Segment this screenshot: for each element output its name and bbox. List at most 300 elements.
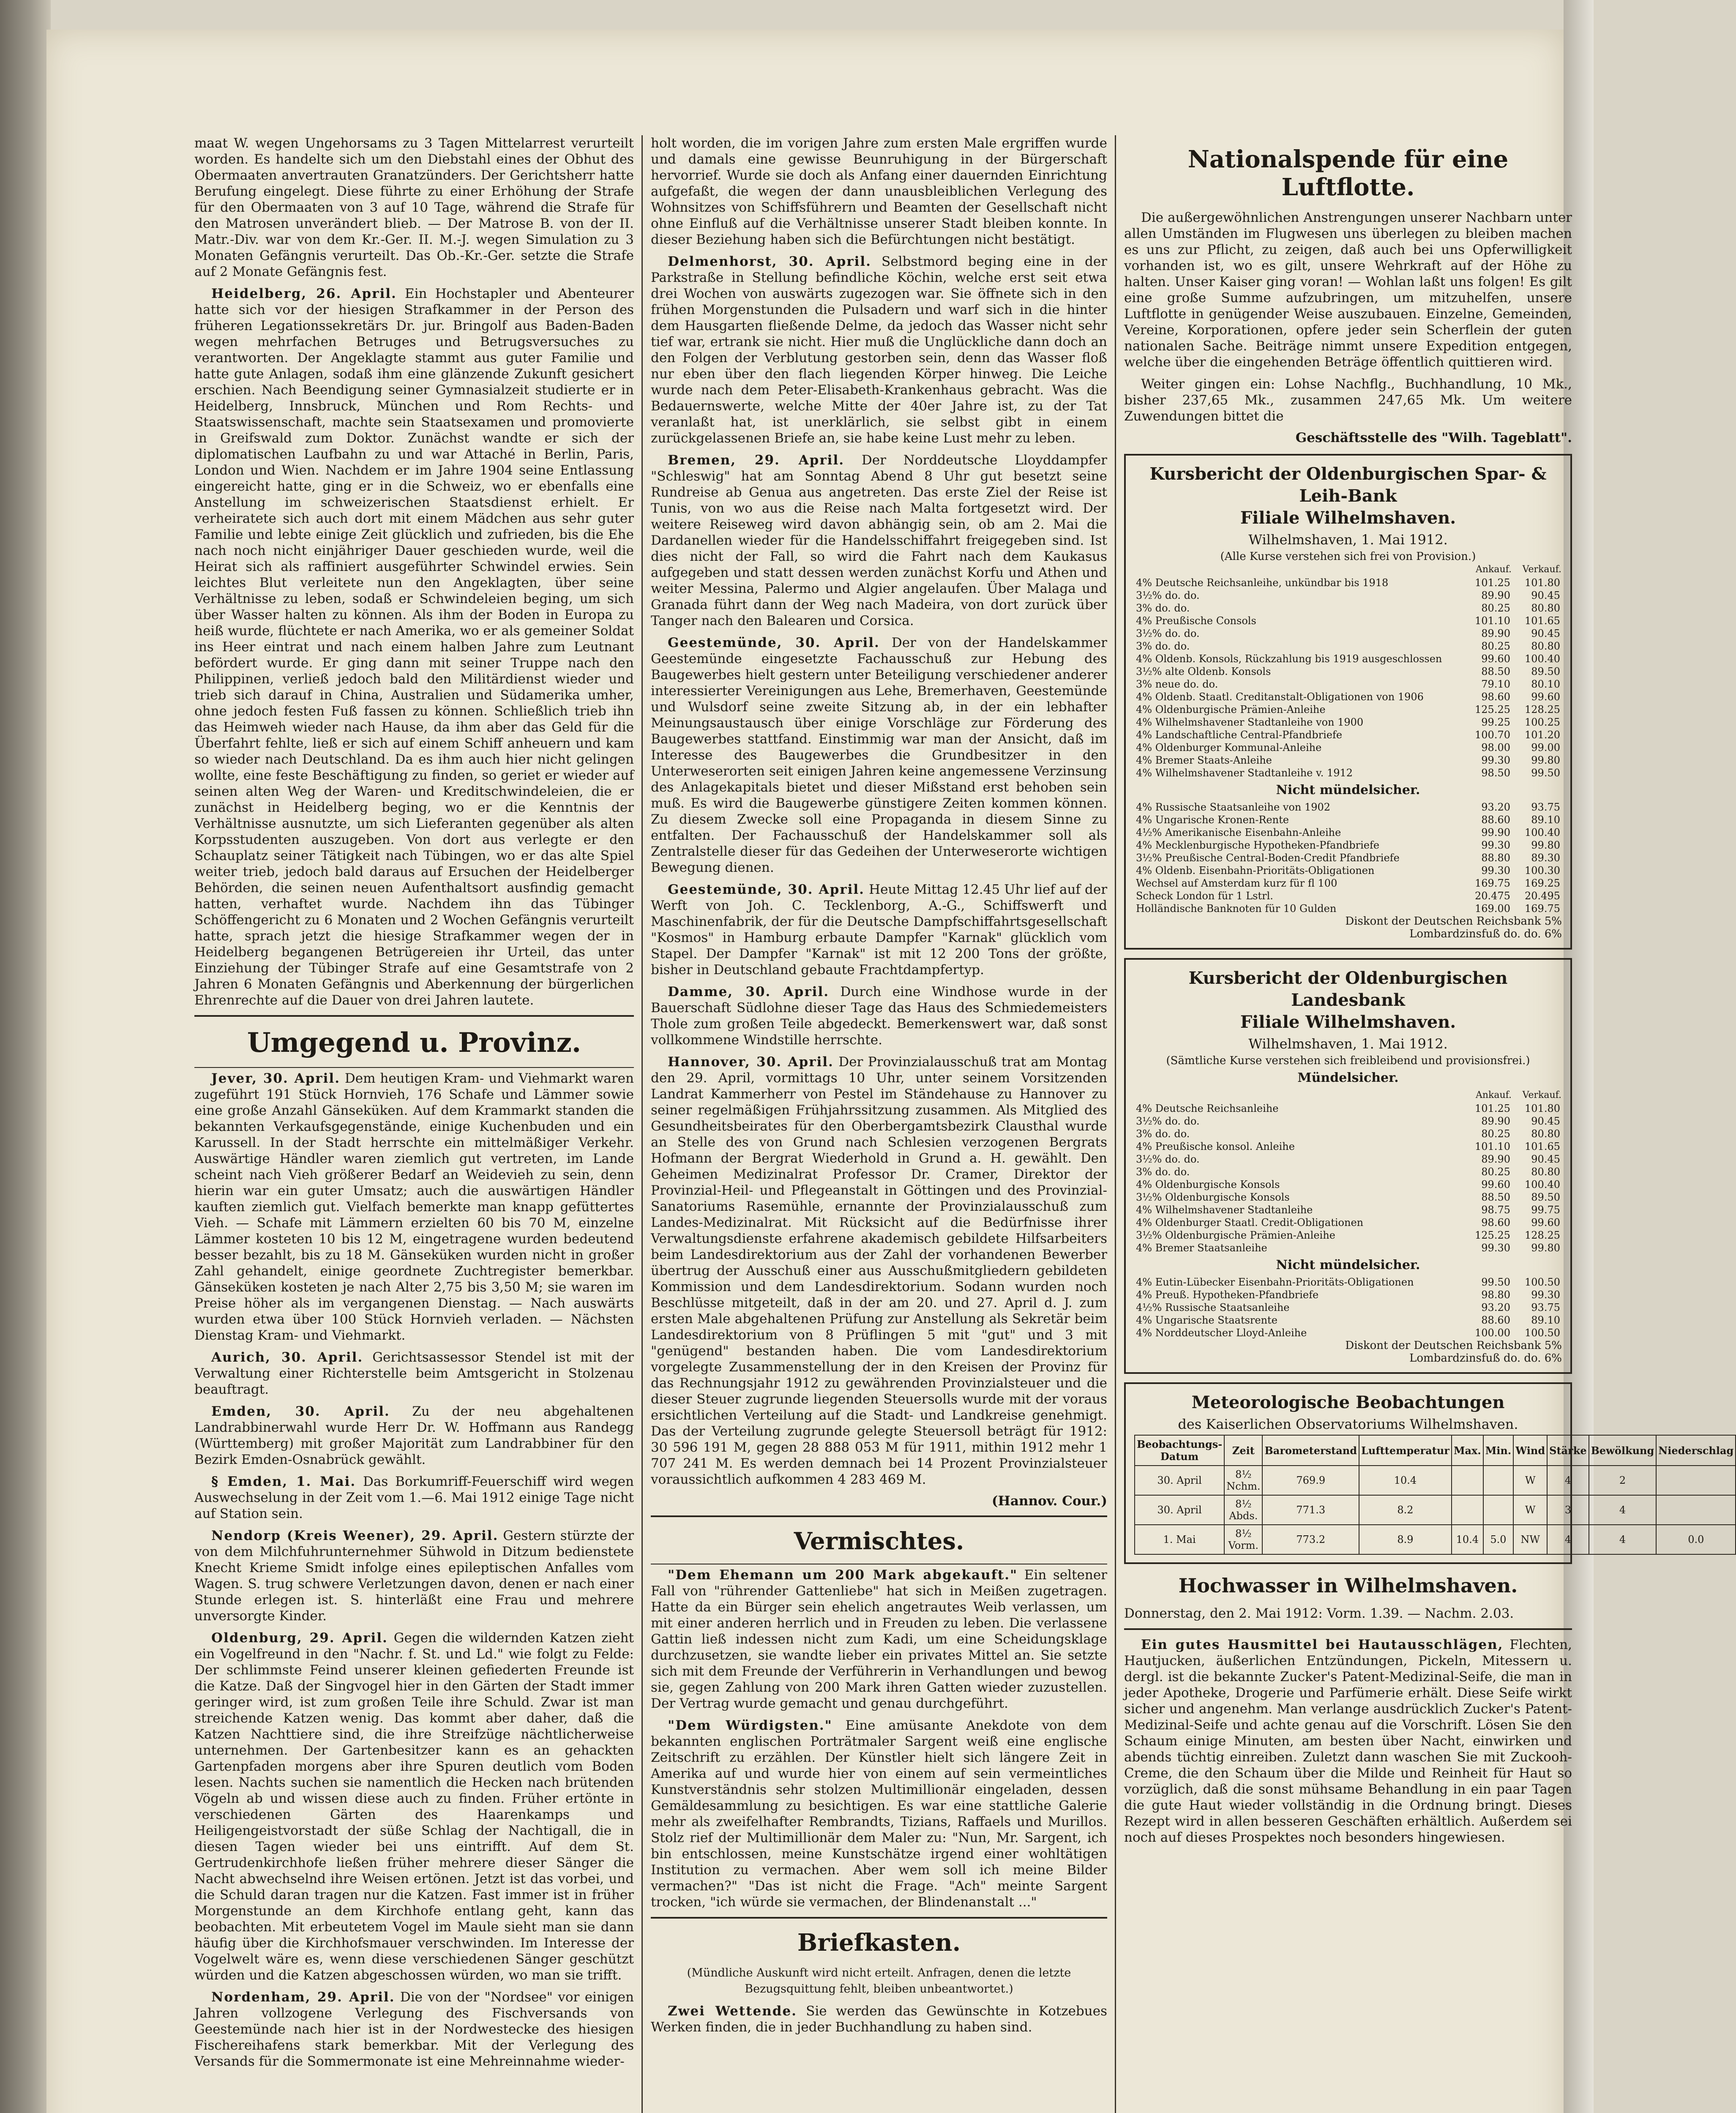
sell-rate: 100.50 (1525, 1327, 1560, 1339)
article (651, 882, 1107, 978)
weather-cell (1656, 1466, 1736, 1495)
weather-cell: 3 (1547, 1495, 1589, 1525)
article (194, 1403, 634, 1468)
sell-rate: 80.80 (1531, 1128, 1560, 1140)
sell-rate: 101.80 (1525, 577, 1560, 589)
weather-observations (1124, 1382, 1734, 1564)
sell-rate: 100.50 (1525, 1276, 1560, 1288)
weather-cell: 771.3 (1262, 1495, 1359, 1525)
weather-cell (1452, 1466, 1483, 1495)
sell-rate: 99.30 (1531, 1289, 1560, 1301)
rate-title: 4% Preußische konsol. Anleihe (1136, 1141, 1295, 1152)
weather-cell: 4 (1547, 1466, 1589, 1495)
weather-header: Stärke (1547, 1435, 1589, 1466)
weather-table (1134, 1435, 1736, 1555)
sell-rate: 90.45 (1531, 590, 1560, 601)
rate-title: 4% Eutin-Lübecker Eisenbahn-Prioritäts-Obligationen (1136, 1276, 1414, 1288)
buy-rate: 99.25 (1481, 716, 1510, 728)
box-note: (Alle Kurse verstehen sich frei von Provision.) (1220, 550, 1476, 563)
buy-rate: 101.25 (1475, 1103, 1510, 1114)
buy-rate: 98.60 (1481, 691, 1510, 703)
rate-title: 4% Preußische Consols (1136, 615, 1256, 627)
weather-cell: 8.2 (1359, 1495, 1452, 1525)
article (194, 1474, 634, 1522)
book-binding (0, 0, 51, 2113)
rate-row (1134, 729, 1562, 741)
weather-cell: 0.0 (1656, 1525, 1736, 1554)
weather-cell (1656, 1495, 1736, 1525)
section-heading: Hochwasser in Wilhelmshaven. (1178, 1574, 1518, 1597)
rate-row (1134, 1229, 1562, 1242)
rate-row (1134, 1102, 1562, 1115)
article (194, 1630, 634, 1983)
rate-title: 3% do. do. (1136, 602, 1190, 614)
rate-row (1134, 877, 1562, 890)
article-text: Weiter gingen ein: Lohse Nachflg., Buchhandlung, 10 Mk., bisher 237,65 Mk., zusammen 247,65 Mk. Um weitere Zuwendungen bittet die (1124, 377, 1572, 424)
rate-row (1134, 1153, 1562, 1166)
weather-row (1135, 1525, 1736, 1554)
rate-row (1134, 754, 1562, 767)
rate-title: 3% do. do. (1136, 1166, 1190, 1178)
sell-rate: 101.65 (1525, 615, 1560, 627)
section-rule (194, 1015, 634, 1017)
weather-cell: W (1513, 1495, 1547, 1525)
buy-rate: 80.25 (1481, 1128, 1510, 1140)
rates-table (1134, 801, 1562, 915)
article-text: Heute Mittag 12.45 Uhr lief auf der Werft von Joh. C. Tecklenborg, A.-G., Schiffswerft und Maschinenfabrik, der für die Deutsche Dampfschiffahrtsgesellschaft "Kosmos" in Hamburg erbaute Dampfer "Karnak" glücklich vom Stapel. Der Dampfer "Karnak" ist mit 12 200 Tons der größte, bisher in Deutschland gebaute Frachtdampfertyp. (651, 882, 1108, 977)
rate-row (1134, 902, 1562, 915)
rate-title: 3½% Oldenburgische Konsols (1136, 1191, 1290, 1203)
sell-rate: 101.65 (1525, 1141, 1560, 1152)
rate-title: 4% Wilhelmshavener Stadtanleihe v. 1912 (1136, 767, 1353, 779)
dateline: "Dem Ehemann um 200 Mark abgekauft." (668, 1567, 1018, 1583)
buy-rate: 99.30 (1481, 865, 1510, 876)
article-text: Die von der "Nordsee" vor einigen Jahren vollzogene Verlegung des Fischversands von Geestemünde nach hier ist in der Nordwestecke des hiesigen Fischereihafens stark bemerkbar. Mit der Verlegung des Versands für die Sommermonate ist eine Mehreinnahme wieder- (194, 1990, 634, 2069)
column-rule (641, 135, 643, 2113)
buy-rate: 88.80 (1481, 852, 1510, 864)
sell-rate: 99.50 (1531, 767, 1560, 779)
rate-title: 4% Mecklenburgische Hypotheken-Pfandbriefe (1136, 839, 1380, 851)
buy-rate: 99.60 (1481, 1179, 1510, 1190)
article-text: Gerichtsassessor Stendel ist mit der Verwaltung einer Richterstelle beim Amtsgericht in Stolzenau beauftragt. (194, 1350, 634, 1397)
weather-header: Bewölkung (1589, 1435, 1657, 1466)
rate-row (1134, 767, 1562, 779)
dateline: Emden, 30. April. (211, 1404, 390, 1419)
sell-rate: 128.25 (1525, 1229, 1560, 1241)
rate-title: 4% Wilhelmshavener Stadtanleihe (1136, 1204, 1313, 1216)
column-rule (1115, 135, 1116, 2113)
weather-cell: 773.2 (1262, 1525, 1359, 1554)
box-date: Wilhelmshaven, 1. Mai 1912. (1248, 532, 1448, 548)
weather-cell: W (1513, 1466, 1547, 1495)
sell-rate: 99.75 (1531, 1204, 1560, 1216)
dateline: Delmenhorst, 30. April. (668, 254, 871, 269)
rate-title: 4½% Russische Staatsanleihe (1136, 1302, 1290, 1313)
rate-row (1134, 826, 1562, 839)
dateline: Bremen, 29. April. (668, 453, 845, 468)
rate-row (1134, 576, 1562, 589)
buy-rate: 98.50 (1481, 767, 1510, 779)
article-text: Der Provinzialausschuß trat am Montag den 29. April, vormittags 10 Uhr, unter seinem Vorsitzenden Landrat Kammerherr von Pestel im Ständehause zu Hannover zu seiner regelmäßigen Frühjahrssitzung zusammen. Als Mitglied des Gesundheitsbeirates für den Oberbergamtsbezirk Clausthal wurde an Stelle des von Grund nach Schlesien verzogenen Bergrats Hofmann der Bergrat Wiederhold in Grund a. H. gewählt. Den Geheimen Medizinalrat Professor Dr. Cramer, Direktor der Provinzial-Heil- und Pflegeanstalt in Göttingen und des Provinzial-Sanatoriums Rasemühle, ernannte der Provinzialausschuß zum Landes-Medizinalrat. Mit Rücksicht auf die Bedürfnisse ihrer Verwaltungsdienste erfahrene akademisch gebildete Hilfsarbeiters beim Landesdirektorium aus der Zahl der vorhandenen Bewerber übertrug der Ausschuß einer aus Ausschußmitgliedern gebildeten Kommission und dem Landesdirektorium. Sodann wurden noch Beschlüsse mitgeteilt, daß in der am 20. und 27. April d. J. zum ersten Male abgehaltenen Prüfung zur Anstellung als Sekretär beim Landesdirektorium von 8 Prüflingen 5 mit "gut" und 3 mit "genügend" bestanden haben. Die vom Landesdirektorium vorgelegte Zusammenstellung der in den Kreisen der Provinz für das Rechnungsjahr 1912 zu gewährenden Provinzialsteuer und die dieser Steuer zugrunde liegenden Steuersolls wurde mit der voraus ersichtlichen Verteilung auf die Stadt- und Landkreise genehmigt. Das der Verteilung zugrunde gelegte Steuersoll beträgt für 1912: 30 596 191 M, gegen 28 888 053 M für 1911, mithin 1912 mehr 1 707 241 M. Es werden demnach bei 14 Prozent Provinzialsteuer voraussichtlich aufkommen 4 283 469 M. (651, 1054, 1107, 1487)
rate-row (1134, 864, 1562, 877)
buy-rate: 98.75 (1481, 1204, 1510, 1216)
article (651, 1717, 1107, 1910)
weather-header: Wind (1513, 1435, 1547, 1466)
dateline: Nordenham, 29. April. (211, 1990, 395, 2005)
tide-text: Donnerstag, den 2. Mai 1912: Vorm. 1.39. — Nachm. 2.03. (1124, 1606, 1514, 1621)
weather-cell: 8½ Nchm. (1224, 1466, 1262, 1495)
rate-title: Wechsel auf Amsterdam kurz für fl 100 (1136, 877, 1337, 889)
buy-rate: 93.20 (1481, 1302, 1510, 1313)
weather-header: Beobachtungs-Datum (1135, 1435, 1224, 1466)
rate-row (1134, 890, 1562, 902)
buy-rate: 20.475 (1475, 890, 1510, 902)
buy-rate: 125.25 (1475, 1229, 1510, 1241)
footer-line: Lombardzinsfuß do. do. 6% (1409, 1352, 1562, 1365)
rate-row (1134, 589, 1562, 602)
sell-rate: 80.80 (1531, 640, 1560, 652)
dateline: "Dem Würdigsten." (668, 1718, 833, 1733)
article-text: Gestern stürzte der von dem Milchfuhrunternehmer Sühwold in Ditzum bedienstete Knecht Krieme Smidt infolge eines epileptischen Anfalles vom Wagen. S. trug schwere Verletzungen davon, denen er nach einer Stunde erlegen ist. S. hinterläßt eine Frau und mehrere unversorgte Kinder. (194, 1528, 634, 1624)
article (194, 1349, 634, 1398)
rate-row (1134, 1242, 1562, 1254)
box-title: Kursbericht der Oldenburgischen Landesbank (1188, 968, 1508, 1010)
rate-row (1134, 665, 1562, 678)
rate-title: 4% Preuß. Hypotheken-Pfandbriefe (1136, 1289, 1319, 1301)
buy-rate: 99.50 (1481, 1276, 1510, 1288)
buy-rate: 89.90 (1481, 1153, 1510, 1165)
buy-rate: 99.30 (1481, 839, 1510, 851)
rates-table (1134, 563, 1562, 779)
sell-rate: 90.45 (1531, 628, 1560, 639)
article (651, 452, 1107, 629)
sell-rate: 99.80 (1531, 1242, 1560, 1254)
rate-title: 4% Norddeutscher Lloyd-Anleihe (1136, 1327, 1307, 1339)
rate-title: 3% do. do. (1136, 1128, 1190, 1140)
kursbericht-landesbank (1124, 958, 1572, 1374)
sub-heading: Mündelsicher. (1297, 1070, 1399, 1085)
rate-row (1134, 741, 1562, 754)
section-heading: Vermischtes. (794, 1527, 964, 1555)
weather-cell (1452, 1495, 1483, 1525)
rate-title: 3% do. do. (1136, 640, 1190, 652)
box-date: Wilhelmshaven, 1. Mai 1912. (1248, 1036, 1448, 1052)
buy-rate: 169.75 (1475, 877, 1510, 889)
buy-rate: 88.50 (1481, 1191, 1510, 1203)
buy-rate: 88.60 (1481, 814, 1510, 826)
article (651, 2003, 1107, 2035)
buy-rate: 80.25 (1481, 1166, 1510, 1178)
rate-row (1134, 614, 1562, 627)
kursbericht-sparbank (1124, 454, 1572, 950)
column-header: Ankauf. (1475, 1090, 1512, 1100)
buy-rate: 79.10 (1481, 678, 1510, 690)
weather-cell (1483, 1495, 1514, 1525)
rate-title: 4% Ungarische Staatsrente (1136, 1314, 1277, 1326)
weather-cell (1483, 1466, 1514, 1495)
article-text: Der Norddeutsche Lloyddampfer "Schleswig" hat am Sonntag Abend 8 Uhr gut besetzt seine Rundreise ab Genua aus angetreten. Das erste Ziel der Reise ist Tunis, von wo aus die Reise nach Malta fortgesetzt wird. Der weitere Reiseweg wird davon abhängig sein, ob am 2. Mai die Dardanellen wieder für die Handelsschiffahrt freigegeben sind. Ist dies nicht der Fall, so wird die Fahrt nach dem Kaukasus aufgegeben und statt dessen werden zunächst Korfu und Athen und weiter Messina, Palermo und Algier angelaufen. Über Malaga und Granada führt dann der Weg nach Madeira, von dort zurück über Tanger nach den Balearen und Corsica. (651, 453, 1107, 628)
column-3 (1124, 135, 1734, 1851)
article-text: Ein seltener Fall von "rührender Gattenliebe" hat sich in Meißen zugetragen. Hatte da ein Bürger sein ehelich angetrautes Weib verlassen, um mit einer anderen herrlich und in Freuden zu leben. Die verlassene Gattin ließ indessen nicht zum Kadi, um eine Scheidungsklage durchzusetzen, sie wandte lieber ein privates Mittel an. Sie setzte sich mit dem Freunde der Verführerin in Verhandlungen und bewog sie, gegen Zahlung von 200 Mark ihren Gatten wieder zuzustellen. Der Vertrag wurde gemacht und genau durchgeführt. (651, 1567, 1107, 1711)
sell-rate: 89.50 (1531, 1191, 1560, 1203)
buy-rate: 101.10 (1475, 615, 1510, 627)
section-rule (651, 1515, 1107, 1517)
rate-title: 4% Oldenburgische Prämien-Anleihe (1136, 704, 1326, 715)
rate-title: 4% Oldenb. Staatl. Creditanstalt-Obligationen von 1906 (1136, 691, 1424, 703)
buy-rate: 125.25 (1475, 704, 1510, 715)
article-text: Gegen die wildernden Katzen zieht ein Vogelfreund in den "Nachr. f. St. und Ld." wie folgt zu Felde: Der schlimmste Feind unserer kleinen gefiederten Freunde ist die Katze. Daß der Singvogel hier in den Gärten der Stadt immer geringer wird, ist zum großen Teile ihre Schuld. Zwar ist man streichende Katzen wenig. Das kommt aber daher, daß die Katzen Nachttiere sind, die ihre Streifzüge nächtlicherweise unternehmen. Der Gartenbesitzer kann es an gehackten Gartenpfaden morgens aber ihre Spuren deutlich vom Boden lesen. Nachts suchen sie namentlich die Hecken nach brütenden Vögeln ab und wissen diese auch zu finden. Früher ertönte in verschiedenen Gärten des Haarenkamps und Heiligengeistvorstadt der süße Schlag der Nachtigall, die in diesen Tagen wieder bei uns eintrifft. Auf dem St. Gertrudenkirchhofe ließen früher mehrere dieser Sänger die Nacht abwechselnd ihre Weisen ertönen. Jetzt ist das vorbei, und die Schuld daran tragen nur die Katzen. Fast immer ist in früher Morgenstunde an dem Kirchhofe entlang geht, kann das beobachten. Mit erbeutetem Vogel im Maule sieht man sie dann häufig über die Kirchhofsmauer verschwinden. Im Interesse der Vogelwelt wäre es, wenn diese verschiedenen Sänger geschützt würden und die Katzen abgeschossen würden, wo man sie trifft. (194, 1630, 634, 1983)
rate-row (1134, 627, 1562, 640)
column-header: Verkauf. (1522, 564, 1561, 575)
rate-title: 4% Oldenb. Konsols, Rückzahlung bis 1919 ausgeschlossen (1136, 653, 1442, 665)
rate-title: Scheck London für 1 Lstrl. (1136, 890, 1273, 902)
sell-rate: 89.50 (1531, 666, 1560, 677)
weather-cell: NW (1513, 1525, 1547, 1554)
rate-row (1134, 1191, 1562, 1204)
section-rule (651, 1917, 1107, 1919)
article (194, 1070, 634, 1343)
ad-text: Flechten, Hautjucken, äußerlichen Entzündungen, Pickeln, Mitessern u. dergl. ist die bekannte Zucker's Patent-Medizinal-Seife, die man in jeder Apotheke, Drogerie und Parfümerie erhält. Diese Seife wirkt sicher und angenehm. Man verlange ausdrücklich Zucker's Patent-Medizinal-Seife und achte genau auf die Vorschrift. Lösen Sie den Schaum einige Minuten, am besten über Nacht, einwirken und abends tüchtig einreiben. Zuletzt dann waschen Sie mit Zuckooh-Creme, die den Schaum über die Milde und Reinheit für Haut so vorzüglich, daß die sonst mühsame Behandlung in ein paar Tagen die gute Haut wieder vollständig in die Ordnung bringt. Dieses Rezept wird in allen besseren Geschäften erhältlich. Außerdem sei noch auf dieses Prospektes noch besonders hingewiesen. (1124, 1637, 1572, 1845)
buy-rate: 98.00 (1481, 742, 1510, 753)
rates-table (1134, 1276, 1562, 1339)
sell-rate: 89.10 (1531, 1314, 1560, 1326)
dateline: Hannover, 30. April. (668, 1054, 834, 1070)
buy-rate: 88.60 (1481, 1314, 1510, 1326)
article (651, 984, 1107, 1048)
weather-cell: 10.4 (1452, 1525, 1483, 1554)
rate-row (1134, 640, 1562, 652)
advertisement (1124, 1637, 1572, 1845)
article-text: Zu der neu abgehaltenen Landrabbinerwahl wurde Herr Dr. W. Hoffmann aus Randegg (Württemberg) mit großer Majorität zum Landrabbiner für den Bezirk Emden-Osnabrück gewählt. (194, 1404, 634, 1467)
section-heading: Nationalspende für eine Luftflotte. (1187, 145, 1509, 201)
dateline: § Emden, 1. Mai. (211, 1474, 356, 1489)
rate-title: 4% Wilhelmshavener Stadtanleihe von 1900 (1136, 716, 1364, 728)
article-text: Ein Hochstapler und Abenteurer hatte sich vor der hiesigen Strafkammer in der Person des früheren Legationssekretärs Dr. jur. Bringolf aus Baden-Baden wegen mehrfachen Betruges und Betrugsversuches zu verantworten. Der Angeklagte stammt aus guter Familie und hatte gute Anlagen, sodaß ihm eine glänzende Zukunft gesichert erschien. Nach Beendigung seiner Gymnasialzeit studierte er in Heidelberg, Innsbruck, München und Rom Rechts- und Staatswissenschaft, machte sein Staatsexamen und promovierte in Greifswald zum Doktor. Zunächst wandte er sich der diplomatischen Laufbahn zu und war Attaché in Berlin, Paris, London und Wien. Nachdem er im Jahre 1904 seine Entlassung eingereicht hatte, ging er in die Schweiz, wo er ebenfalls eine Anstellung im schweizerischen Staatsdienst erhielt. Er verheiratete sich auch dort mit einem Mädchen aus sehr guter Familie und lebte einige Zeit glücklich und zufrieden, bis die Ehe nach noch nicht einjähriger Dauer geschieden wurde, weil die Heirat sich als raffiniert ausgeführter Schwindel erwies. Sein leichtes Blut verleitete nun den Angeklagten, über seine Verhältnisse zu leben, sodaß er Schwindeleien beging, um sich über Wasser halten zu können. Als ihm der Boden in Europa zu heiß wurde, flüchtete er nach Amerika, wo er als gemeiner Soldat ins Heer eintrat und nach einem halben Jahre zum Leutnant befördert wurde. Er ging dann mit seiner Truppe nach den Philippinen, verließ jedoch bald den Militärdienst wieder und trieb sich darauf in China, Australien und Südamerika umher, ohne jedoch festen Fuß fassen zu können. Schließlich trieb ihn das Heimweh wieder nach Hause, da ihm aber das Geld für die Überfahrt fehlte, ließ er sich auf einem Schiff anheuern und kam so wieder nach Deutschland. Da es ihm auch hier nicht gelingen wollte, eine feste Beschäftigung zu finden, so geriet er wieder auf seinen alten Weg der Waren- und Kreditschwindeleien, die er zunächst in Heidelberg beging, wo er die Kenntnis der Verhältnisse ausnutzte, um sich Lieferanten gegenüber als alten Korpsstudenten auszugeben. Von dort aus verlegte er den Schauplatz seiner Tätigkeit nach Tübingen, wo er das alte Spiel weiter trieb, jedoch bald daraus auf Ersuchen der Heidelberger Behörden, die seinen neuen Aufenthaltsort ausfindig gemacht hatten, verhaftet wurde. Nachdem ihn das Tübinger Schöffengericht zu 6 Monaten und 2 Wochen Gefängnis verurteilt hatte, sprach jetzt die hiesige Strafkammer wegen der in Heidelberg begangenen Betrügereien ihr Urteil, das unter Einziehung der Tübinger Strafe auf eine Gesamtstrafe von 2 Jahren 6 Monaten Gefängnis und Aberkennung der bürgerlichen Ehrenrechte auf die Dauer von drei Jahren lautete. (194, 286, 634, 1008)
weather-cell: 8.9 (1359, 1525, 1452, 1554)
column-header: Verkauf. (1522, 1090, 1561, 1100)
sell-rate: 89.10 (1531, 814, 1560, 826)
footer-line: Lombardzinsfuß do. do. 6% (1409, 928, 1562, 940)
dateline: Geestemünde, 30. April. (668, 882, 865, 897)
sell-rate: 89.30 (1531, 852, 1560, 864)
rate-row (1134, 1289, 1562, 1301)
sell-rate: 99.80 (1531, 754, 1560, 766)
weather-cell: 4 (1589, 1525, 1657, 1554)
article (194, 286, 634, 1008)
buy-rate: 100.00 (1475, 1327, 1510, 1339)
dateline: Nendorp (Kreis Weener), 29. April. (211, 1528, 499, 1543)
sub-heading: Nicht mündelsicher. (1276, 1258, 1420, 1272)
buy-rate: 88.50 (1481, 666, 1510, 677)
buy-rate: 98.60 (1481, 1217, 1510, 1228)
weather-cell: 30. April (1135, 1495, 1224, 1525)
weather-header: Zeit (1224, 1435, 1262, 1466)
weather-cell: 5.0 (1483, 1525, 1514, 1554)
sell-rate: 99.80 (1531, 839, 1560, 851)
weather-cell: 1. Mai (1135, 1525, 1224, 1554)
rate-row (1134, 839, 1562, 852)
rate-row (1134, 1204, 1562, 1216)
rate-row (1134, 703, 1562, 716)
sell-rate: 169.25 (1525, 877, 1560, 889)
article (651, 1054, 1107, 1488)
dateline: Heidelberg, 26. April. (211, 286, 397, 301)
rate-row (1134, 1127, 1562, 1140)
sell-rate: 20.495 (1525, 890, 1560, 902)
dateline: Ein gutes Hausmittel bei Hautausschlägen, (1141, 1637, 1504, 1652)
dateline: Damme, 30. April. (668, 984, 830, 999)
sell-rate: 93.75 (1531, 1302, 1560, 1313)
rate-title: 3½% Preußische Central-Boden-Credit Pfandbriefe (1136, 852, 1400, 864)
dateline: Jever, 30. April. (211, 1071, 340, 1086)
box-note: (Sämtliche Kurse verstehen sich freibleibend und provisionsfrei.) (1166, 1054, 1530, 1067)
source-credit: (Hannov. Cour.) (991, 1493, 1107, 1509)
section-rule (1124, 1628, 1572, 1630)
sell-rate: 101.20 (1525, 729, 1560, 741)
sell-rate: 169.75 (1525, 903, 1560, 915)
buy-rate: 100.70 (1475, 729, 1510, 741)
rate-title: 4% Russische Staatsanleihe von 1902 (1136, 801, 1331, 813)
sell-rate: 93.75 (1531, 801, 1560, 813)
weather-cell: 8½ Abds. (1224, 1495, 1262, 1525)
rate-row (1134, 691, 1562, 703)
article-text: Sie werden das Gewünschte in Kotzebues Werken finden, die in jeder Buchhandlung zu haben sind. (651, 2004, 1107, 2035)
buy-rate: 89.90 (1481, 1115, 1510, 1127)
sell-rate: 80.80 (1531, 602, 1560, 614)
weather-cell: 30. April (1135, 1466, 1224, 1495)
article-text: maat W. wegen Ungehorsams zu 3 Tagen Mittelarrest verurteilt worden. Es handelte sich um den Diebstahl eines der Obhut des Obermaaten anvertrauten Granatzünders. Der Gerichtsherr hatte Berufung eingelegt. Diese führte zu einer Erhöhung der Strafe für den Obermaaten von 3 auf 10 Tage, während die Strafe für den Matrosen unverändert blieb. — Der Matrose B. von der II. Matr.-Div. war von dem Kr.-Ger. II. M.-J. wegen Simulation zu 3 Monaten Gefängnis verurteilt. Das Ob.-Kr.-Ger. setzte die Strafe auf 2 Monate Gefängnis fest. (194, 136, 634, 279)
rate-row (1134, 1314, 1562, 1327)
rate-row (1134, 652, 1562, 665)
rate-title: 4% Oldenburger Kommunal-Anleihe (1136, 742, 1322, 753)
rate-title: 3½% do. do. (1136, 1153, 1200, 1165)
rate-title: 3% neue do. do. (1136, 678, 1218, 690)
rate-row (1134, 852, 1562, 864)
rate-title: 4% Oldenburger Staatl. Credit-Obligationen (1136, 1217, 1364, 1228)
rate-row (1134, 1276, 1562, 1289)
sell-rate: 100.30 (1525, 865, 1560, 876)
weather-cell: 10.4 (1359, 1466, 1452, 1495)
rate-row (1134, 1216, 1562, 1229)
weather-header: Min. (1483, 1435, 1514, 1466)
article-text: Der von der Handelskammer Geestemünde eingesetzte Fachausschuß zur Hebung des Baugewerbes hielt gestern unter Beteiligung verschiedener anderer interessierter Vereinigungen aus Lehe, Bremerhaven, Geestemünde und Wulsdorf seine zweite Sitzung ab, in der ein lebhafter Meinungsaustausch über einige Vorschläge zur Förderung des Baugewerbes stattfand. Einstimmig war man der Ansicht, daß im Interesse des Baugewerbes die Grundbesitzer in den Unterweserorten seit einigen Jahren keine angemessene Verzinsung des Anlagekapitals bietet und dieser Mißstand erst behoben sein muß. Es wird die Baugewerbe günstigere Zeiten kommen können. Zu diesem Zwecke soll eine Propaganda in diesem Sinne zu entfalten. Der Fachausschuß der Handelskammer soll als Zentralstelle dieser für das Gedeihen der Unterweserorte wichtigen Bewegung dienen. (651, 635, 1108, 875)
dateline: Oldenburg, 29. April. (211, 1630, 388, 1646)
rate-row (1134, 814, 1562, 826)
buy-rate: 80.25 (1481, 640, 1510, 652)
weather-cell: 2 (1589, 1466, 1657, 1495)
weather-row (1135, 1466, 1736, 1495)
rate-title: 3½% do. do. (1136, 590, 1200, 601)
rate-title: 4% Oldenb. Eisenbahn-Prioritäts-Obligationen (1136, 865, 1375, 876)
section-heading: Umgegend u. Provinz. (247, 1027, 581, 1059)
sell-rate: 90.45 (1531, 1153, 1560, 1165)
article-text: Dem heutigen Kram- und Viehmarkt waren zugeführt 191 Stück Hornvieh, 176 Schafe und Lämmer sowie eine große Anzahl Gänseküken. Auf dem Krammarkt standen die bekannten Verkaufsgegenstände, einige Kuchenbuden und ein Karussell. In der Stadt herrschte ein mittelmäßiger Verkehr. Auswärtige Händler waren ziemlich gut vertreten, im Lande scheint nach Vieh größerer Bedarf an Weidevieh zu sein, denn hierin war ein guter Umsatz; auch die auswärtigen Händler kauften ziemlich gut. Vielfach bemerkte man knapp gefüttertes Vieh. — Schafe mit Lämmern erzielten 60 bis 70 M, einzelne Lämmer kosteten 10 bis 12 M, eingetragene wurden bedeutend besser bezahlt, bis zu 18 M. Gänseküken wurden nicht in großer Zahl gehandelt, einige geordnete Zuchtregister bemerkbar. Gänseküken kosteten je nach Alter 2,75 bis 3,50 M; sie waren im Preise höher als im vergangenen Dienstag. — Nach auswärts wurden etwa über 100 Stück Hornvieh verladen. — Nächsten Dienstag Kram- und Viehmarkt. (194, 1071, 634, 1343)
article-text: Das Borkumriff-Feuerschiff wird wegen Auswechselung in der Zeit vom 1.—6. Mai 1912 einige Tage nicht auf Station sein. (194, 1474, 634, 1521)
weather-cell: 4 (1547, 1525, 1589, 1554)
buy-rate: 89.90 (1481, 590, 1510, 601)
buy-rate: 169.00 (1475, 903, 1510, 915)
buy-rate: 99.30 (1481, 1242, 1510, 1254)
buy-rate: 93.20 (1481, 801, 1510, 813)
weather-row (1135, 1495, 1736, 1525)
box-subtitle: Filiale Wilhelmshaven. (1240, 508, 1456, 528)
sell-rate: 100.25 (1525, 716, 1560, 728)
footer-line: Diskont der Deutschen Reichsbank 5% (1345, 915, 1562, 928)
buy-rate: 99.90 (1481, 827, 1510, 838)
article (651, 635, 1107, 876)
buy-rate: 98.80 (1481, 1289, 1510, 1301)
rate-title: 4% Bremer Staatsanleihe (1136, 1242, 1267, 1254)
sell-rate: 101.80 (1525, 1103, 1560, 1114)
weather-header: Niederschlag (1656, 1435, 1736, 1466)
footer-line: Diskont der Deutschen Reichsbank 5% (1345, 1339, 1562, 1352)
rate-title: 4% Bremer Staats-Anleihe (1136, 754, 1272, 766)
dateline: Aurich, 30. April. (211, 1350, 363, 1365)
buy-rate: 99.60 (1481, 653, 1510, 665)
sell-rate: 100.40 (1525, 653, 1560, 665)
article (194, 1528, 634, 1624)
article-text: Durch eine Windhose wurde in der Bauerschaft Südlohne dieser Tage das Haus des Schmiedemeisters Thole zum großen Teile abgedeckt. Bemerkenswert war, daß sonst vollkommene Windstille herrschte. (651, 984, 1107, 1048)
sell-rate: 80.10 (1531, 678, 1560, 690)
buy-rate: 101.25 (1475, 577, 1510, 589)
buy-rate: 99.30 (1481, 754, 1510, 766)
sell-rate: 90.45 (1531, 1115, 1560, 1127)
article-text: Eine amüsante Anekdote von dem bekannten englischen Porträtmaler Sargent weiß eine englische Zeitschrift zu erzählen. Der Künstler hielt sich längere Zeit in Amerika auf und wurde hier von einem auf sein vermeintliches Kunstverständnis sehr stolzen Multimillionär eingeladen, dessen Gemäldesammlung zu besichtigen. Es war eine stattliche Galerie mehr als zweifelhafter Rembrandts, Tizians, Raffaels und Murillos. Stolz rief der Multimillionär dem Maler zu: "Nun, Mr. Sargent, ich bin entschlossen, meine Kunstschätze irgend einer wohltätigen Institution zu vermachen. Aber wem soll ich meine Bilder vermachen?" "Das ist nicht die Frage. "Ach" meinte Sargent trocken, "ich würde sie vermachen, der Blindenanstalt ..." (651, 1718, 1107, 1910)
box-subtitle: des Kaiserlichen Observatoriums Wilhelmshaven. (1178, 1416, 1518, 1432)
sell-rate: 99.60 (1531, 691, 1560, 703)
weather-cell: 8½ Vorm. (1224, 1525, 1262, 1554)
box-subtitle: Filiale Wilhelmshaven. (1240, 1012, 1456, 1032)
sell-rate: 80.80 (1531, 1166, 1560, 1178)
rate-title: 3½% alte Oldenb. Konsols (1136, 666, 1271, 677)
rate-row (1134, 678, 1562, 691)
article (194, 1989, 634, 2069)
box-title: Kursbericht der Oldenburgischen Spar- & Leih-Bank (1149, 464, 1547, 506)
rate-row (1134, 1115, 1562, 1127)
rate-row (1134, 1327, 1562, 1339)
rate-title: Holländische Banknoten für 10 Gulden (1136, 903, 1337, 915)
sub-heading: Nicht mündelsicher. (1276, 783, 1420, 797)
weather-header: Barometerstand (1262, 1435, 1359, 1466)
sell-rate: 128.25 (1525, 704, 1560, 715)
weather-cell: 4 (1589, 1495, 1657, 1525)
rates-table (1134, 1089, 1562, 1254)
rate-title: 3½% do. do. (1136, 628, 1200, 639)
box-title: Meteorologische Beobachtungen (1191, 1392, 1505, 1412)
rate-row (1134, 1140, 1562, 1153)
weather-cell: 769.9 (1262, 1466, 1359, 1495)
article (651, 254, 1107, 446)
section-heading: Briefkasten. (797, 1929, 961, 1957)
buy-rate: 101.10 (1475, 1141, 1510, 1152)
notice: (Mündliche Auskunft wird nicht erteilt. Anfragen, denen die letzte Bezugsquittung fehlt, bleiben unbeantwortet.) (687, 1966, 1071, 1996)
column-header: Ankauf. (1475, 564, 1512, 575)
rate-title: 4% Landschaftliche Central-Pfandbriefe (1136, 729, 1343, 741)
article-text: holt worden, die im vorigen Jahre zum ersten Male ergriffen wurde und damals eine gewisse Beunruhigung in der Bürgerschaft hervorrief. Wurde sie doch als Anfang einer dauernden Einrichtung aufgefaßt, die wegen der dann unausbleiblichen Verlegung des Wohnsitzes von Schiffsführern und Beamten der Gesellschaft nicht ohne Einfluß auf die Verhältnisse unserer Stadt bleiben konnte. In dieser Beziehung haben sich die Befürchtungen nicht bestätigt. (651, 136, 1107, 247)
dateline: Zwei Wettende. (668, 2004, 797, 2019)
sell-rate: 99.00 (1531, 742, 1560, 753)
sell-rate: 99.60 (1531, 1217, 1560, 1228)
rate-title: 3½% do. do. (1136, 1115, 1200, 1127)
article-text: Die außergewöhnlichen Anstrengungen unserer Nachbarn unter allen Umständen im Flugwesen uns überlegen zu bleiben machen es uns zur Pflicht, zu zeigen, daß auch bei uns Opferwilligkeit vorhanden ist, wo es gilt, unsere Wehrkraft auf der Höhe zu halten. Unser Kaiser ging voran! — Wohlan laßt uns folgen! Es gilt eine große Summe aufzubringen, um mitzuhelfen, unsere Luftflotte in genügender Weise auszubauen. Einzelne, Gemeinden, Vereine, Korporationen, opfere jeder sein Scherflein der guten nationalen Sache. Beiträge nimmt unsere Expedition entgegen, welche über die eingehenden Beträge öffentlich quittieren wird. (1124, 210, 1572, 370)
column-1 (194, 135, 634, 2075)
dateline: Geestemünde, 30. April. (668, 635, 880, 650)
rate-row (1134, 1166, 1562, 1178)
buy-rate: 80.25 (1481, 602, 1510, 614)
rate-title: 4½% Amerikanische Eisenbahn-Anleihe (1136, 827, 1341, 838)
rate-row (1134, 1301, 1562, 1314)
rate-row (1134, 602, 1562, 614)
